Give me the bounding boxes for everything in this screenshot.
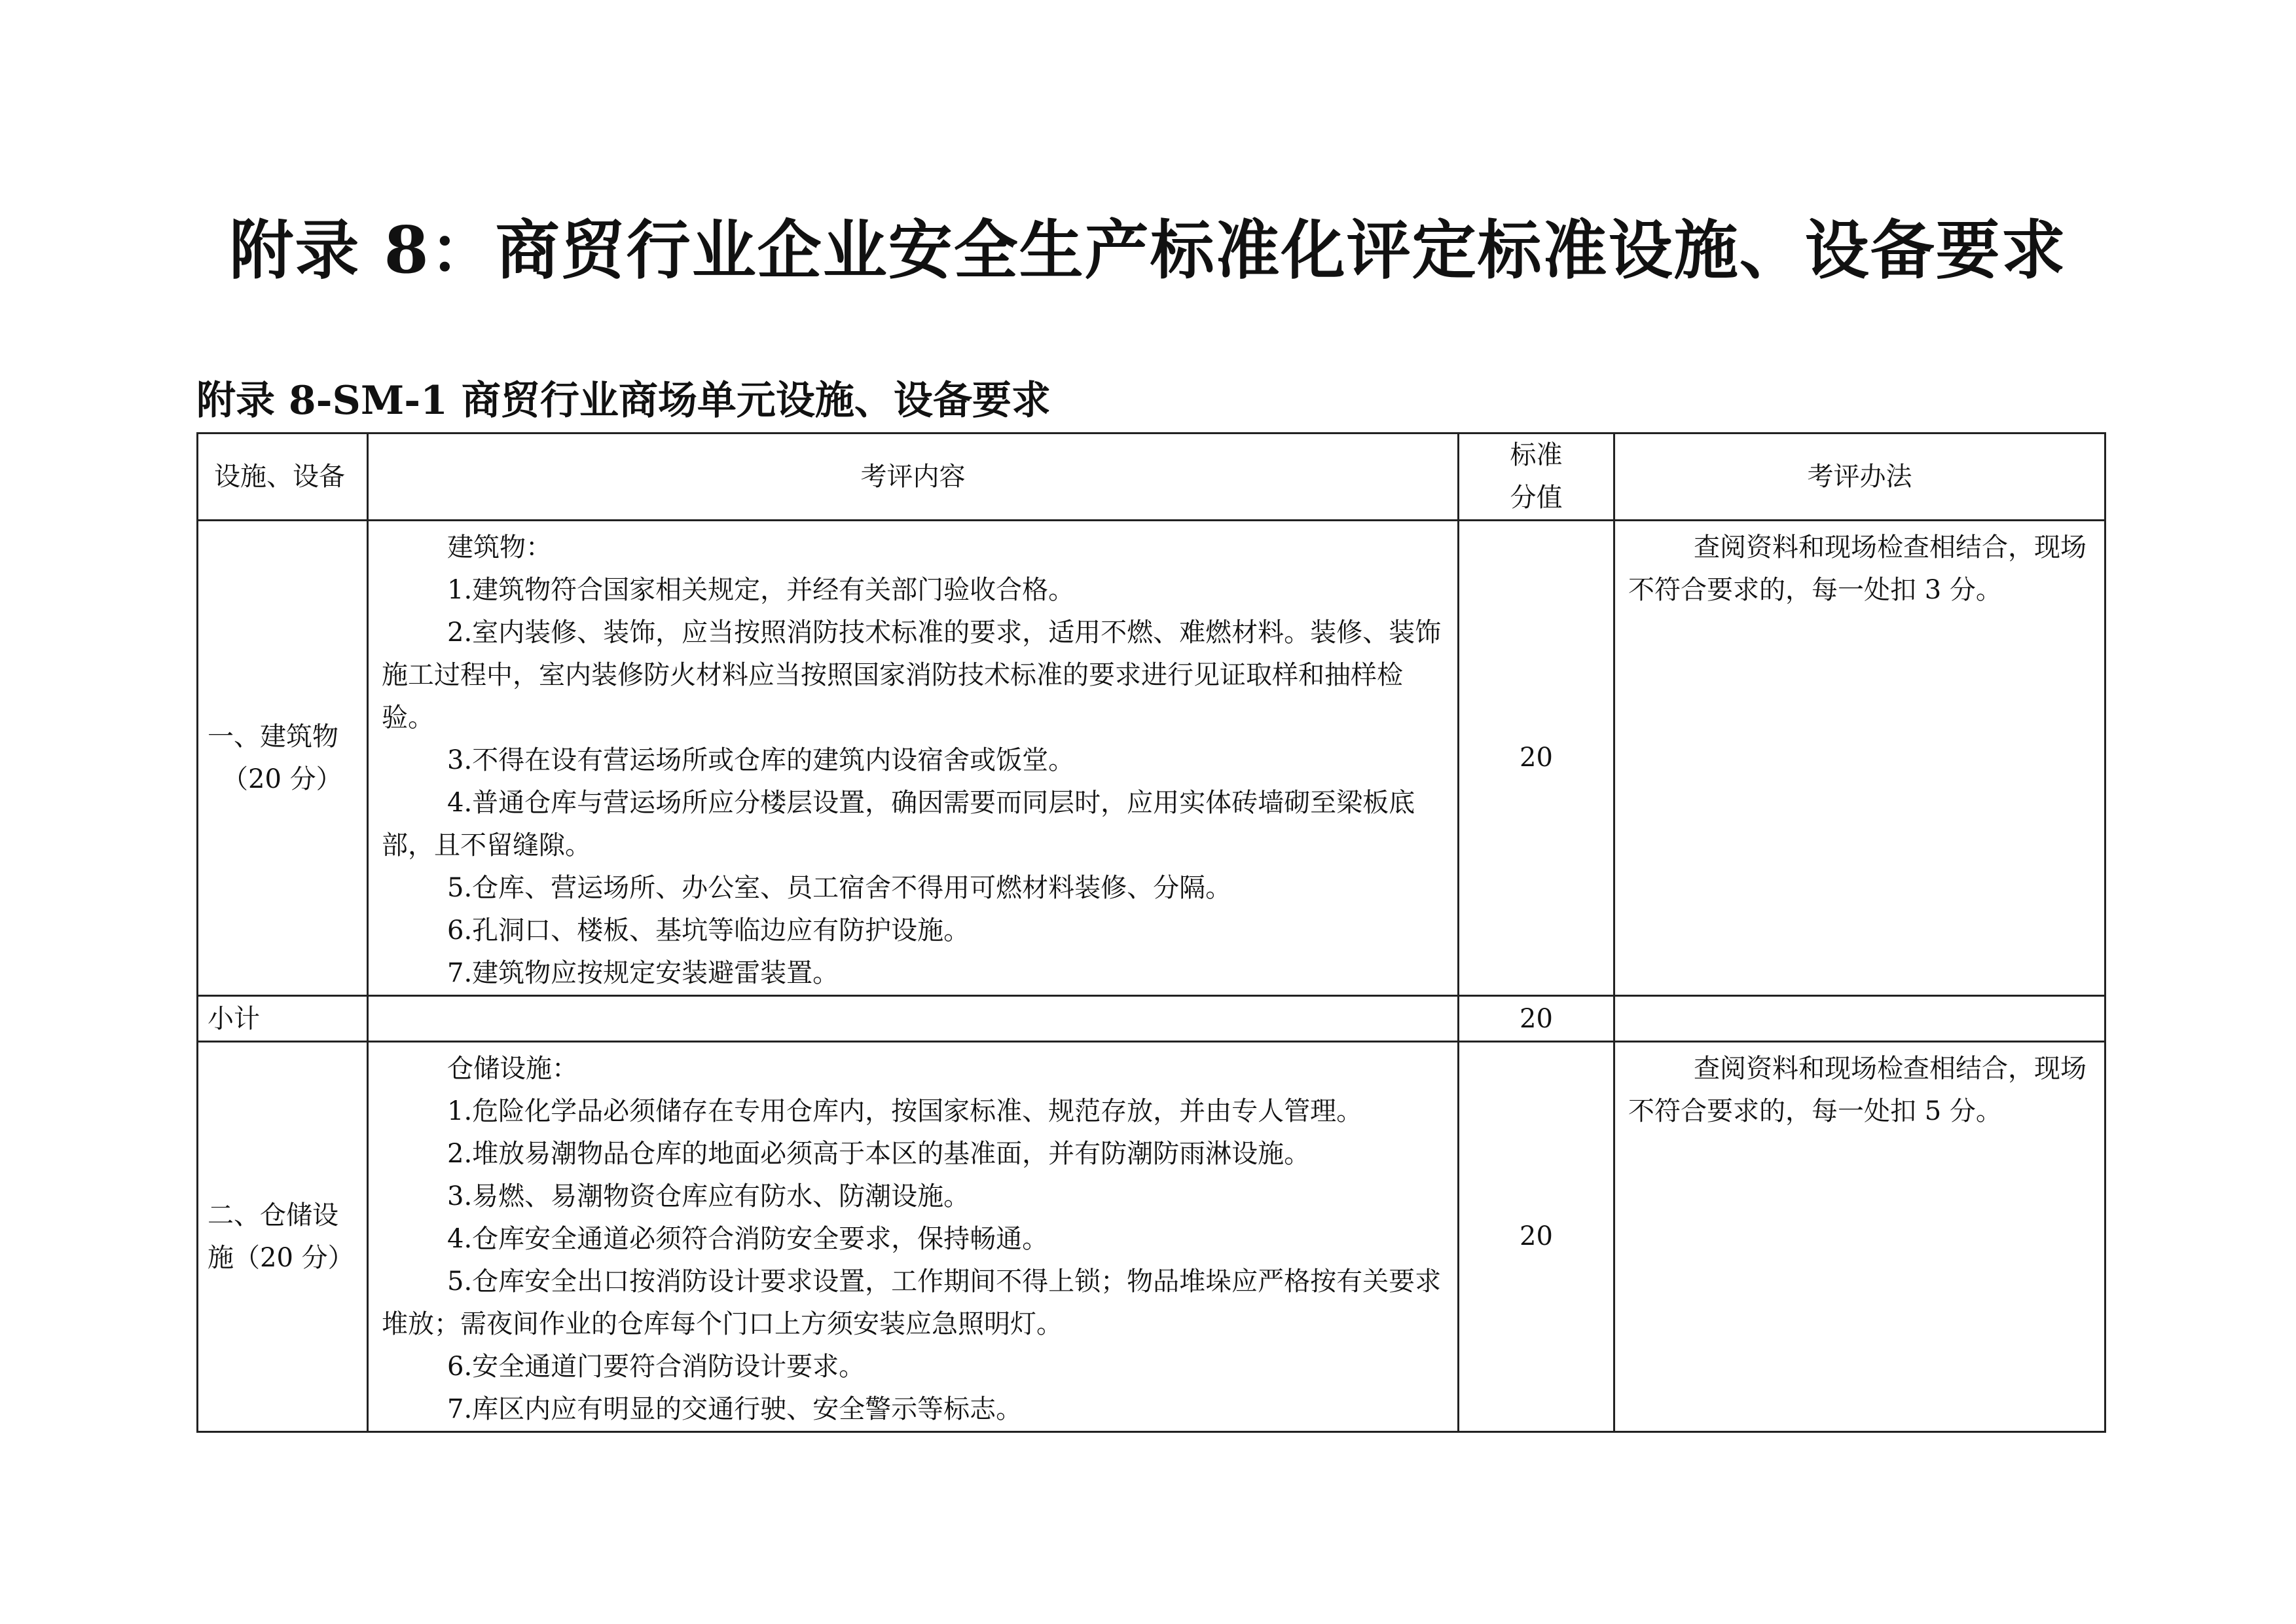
- facility-points: （20 分）: [222, 764, 342, 794]
- content-item: 3.易燃、易潮物资仓库应有防水、防潮设施。: [447, 1181, 970, 1211]
- evaluation-table: [196, 432, 2106, 1433]
- method-text: 查阅资料和现场检查相结合，现场不符合要求的，每一处扣 5 分。: [1628, 1054, 2086, 1126]
- method-text: 查阅资料和现场检查相结合，现场不符合要求的，每一处扣 3 分。: [1628, 532, 2086, 605]
- content-item: 1.建筑物符合国家相关规定，并经有关部门验收合格。: [447, 575, 1075, 605]
- table-row-storage: [198, 1042, 2105, 1432]
- content-cell: [368, 1042, 1459, 1432]
- header-content: 考评内容: [368, 434, 1459, 521]
- subtotal-method-empty: [1614, 996, 2105, 1042]
- content-item: 6.安全通道门要符合消防设计要求。: [447, 1352, 866, 1382]
- content-item: 5.仓库、营运场所、办公室、员工宿舍不得用可燃材料装修、分隔。: [447, 873, 1232, 903]
- content-cell: [368, 521, 1459, 996]
- method-cell: [1614, 1042, 2105, 1432]
- method-cell: [1614, 521, 2105, 996]
- table-row-building: [198, 521, 2105, 996]
- subtotal-score: 20: [1459, 996, 1614, 1042]
- subtotal-label: 小计: [198, 996, 368, 1042]
- content-item: 5.仓库安全出口按消防设计要求设置，工作期间不得上锁；物品堆垛应严格按有关要求堆放；需夜间作业的仓库每个门口上方须安装应急照明灯。: [382, 1266, 1442, 1339]
- facility-name: 二、仓储设: [208, 1200, 338, 1230]
- content-item: 2.堆放易潮物品仓库的地面必须高于本区的基准面，并有防潮防雨淋设施。: [447, 1139, 1311, 1169]
- content-item: 4.仓库安全通道必须符合消防安全要求，保持畅通。: [447, 1224, 1049, 1254]
- score-cell: 20: [1459, 521, 1614, 996]
- content-item: 7.建筑物应按规定安装避雷装置。: [447, 958, 839, 988]
- content-item: 2.室内装修、装饰，应当按照消防技术标准的要求，适用不燃、难燃材料。装修、装饰施工过程中，室内装修防火材料应当按照国家消防技术标准的要求进行见证取样和抽样检验。: [382, 618, 1442, 733]
- content-heading: 建筑物：: [447, 532, 552, 563]
- content-item: 6.孔洞口、楼板、基坑等临边应有防护设施。: [447, 915, 970, 946]
- table-header-row: [198, 434, 2105, 521]
- facility-name: 一、建筑物: [208, 721, 338, 752]
- header-score: [1459, 434, 1614, 521]
- content-item: 1.危险化学品必须储存在专用仓库内，按国家标准、规范存放，并由专人管理。: [447, 1096, 1363, 1126]
- content-item: 7.库区内应有明显的交通行驶、安全警示等标志。: [447, 1394, 1023, 1424]
- table-row-subtotal: [198, 996, 2105, 1042]
- header-score-line2: 分值: [1510, 483, 1563, 513]
- subtotal-content-empty: [368, 996, 1459, 1042]
- facility-cell: [198, 521, 368, 996]
- score-cell: 20: [1459, 1042, 1614, 1432]
- content-item: 4.普通仓库与营运场所应分楼层设置，确因需要而同层时，应用实体砖墙砌至梁板底部，且不留缝隙。: [382, 788, 1415, 860]
- facility-cell: [198, 1042, 368, 1432]
- header-facility: 设施、设备: [198, 434, 368, 521]
- header-score-line1: 标准: [1510, 440, 1563, 470]
- header-method: 考评办法: [1614, 434, 2105, 521]
- section-title: 附录 8-SM-1 商贸行业商场单元设施、设备要求: [196, 378, 1051, 424]
- content-item: 3.不得在设有营运场所或仓库的建筑内设宿舍或饭堂。: [447, 745, 1075, 775]
- content-heading: 仓储设施：: [447, 1054, 578, 1084]
- facility-points: 施（20 分）: [208, 1242, 354, 1273]
- document-title: 附录 8：商贸行业企业安全生产标准化评定标准设施、设备要求: [229, 213, 2067, 288]
